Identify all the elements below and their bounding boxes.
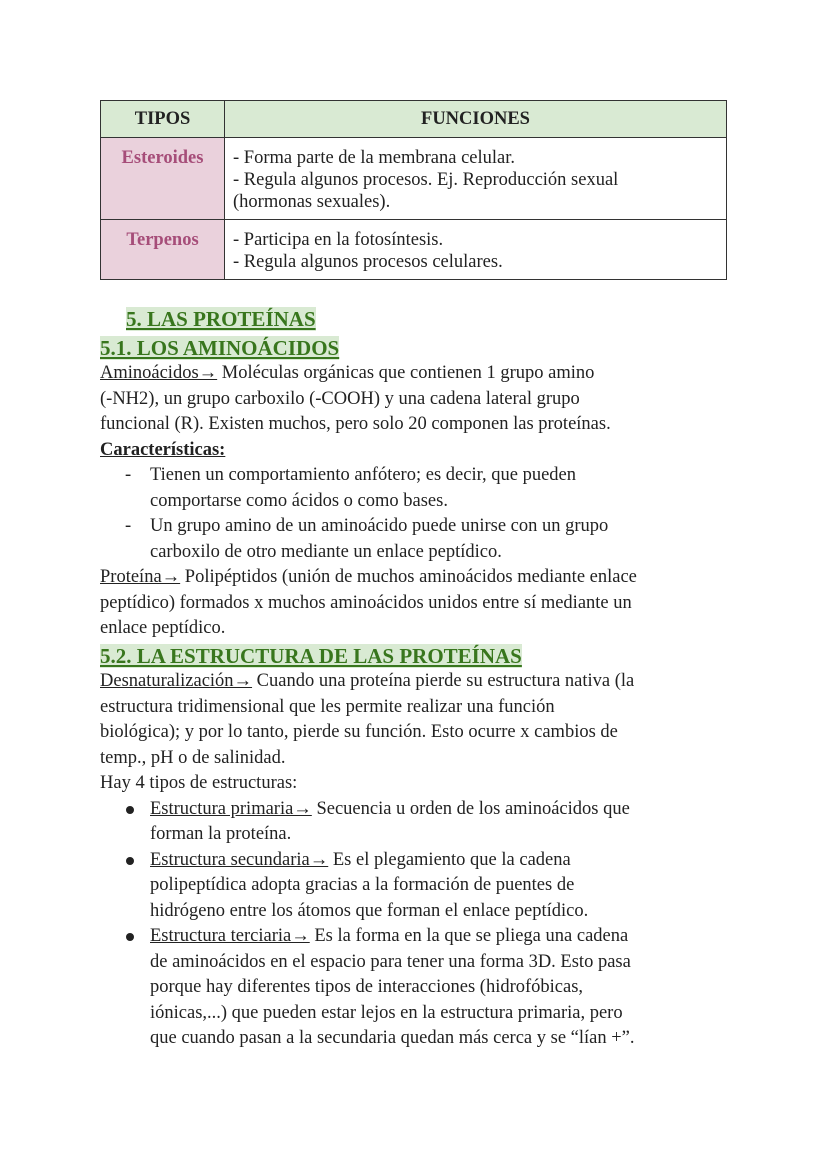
list-item-text: Tienen un comportamiento anfótero; es decir, que pueden	[150, 465, 577, 485]
section-5-title: 5. LAS PROTEÍNAS	[126, 307, 316, 331]
section-5-2	[100, 643, 740, 1052]
list-item	[100, 848, 740, 925]
list-item-text: Es la forma en la que se pliega una cadena	[309, 926, 629, 946]
tipos-intro: Hay 4 tipos de estructuras:	[100, 773, 298, 793]
list-item-text: que cuando pasan a la secundaria quedan más cerca y se “lían +”.	[150, 1028, 635, 1048]
section-5-1-title: 5.1. LOS AMINOÁCIDOS	[100, 336, 340, 360]
definition-text: temp., pH o de salinidad.	[100, 747, 286, 768]
list-item-text: comportarse como ácidos o como bases.	[150, 490, 448, 511]
list-item-text: Es el plegamiento que la cadena	[328, 849, 571, 870]
table-row	[101, 220, 727, 280]
definition-text: Polipéptidos (unión de muchos aminoácidos mediante enlace	[180, 567, 637, 587]
list-item	[100, 797, 740, 848]
desnaturalizacion-definition	[100, 669, 740, 695]
row-type-esteroides: Esteroides	[101, 138, 225, 220]
definition-text: funcional (R). Existen muchos, pero solo 20 componen las proteínas.	[100, 414, 611, 434]
desnaturalizacion-term: Desnaturalización→	[100, 671, 253, 691]
definition-text: peptídico) formados x muchos aminoácidos unidos entre sí mediante un	[100, 592, 632, 613]
list-item-text: Un grupo amino de un aminoácido puede unirse con un grupo	[150, 516, 609, 536]
header-tipos: TIPOS	[101, 101, 225, 138]
function-line: - Participa en la fotosíntesis.	[233, 230, 444, 250]
list-item	[100, 514, 740, 565]
bullet-icon	[126, 806, 134, 814]
caracteristicas-list	[100, 463, 740, 565]
estructura-term: Estructura primaria→	[150, 798, 312, 819]
bullet-icon	[126, 857, 134, 865]
row-functions	[225, 138, 727, 220]
list-item-text: polipeptídica adopta gracias a la formación de puentes de	[150, 875, 575, 895]
definition-text: (-NH2), un grupo carboxilo (-COOH) y una cadena lateral grupo	[100, 388, 580, 409]
list-item-text: forman la proteína.	[150, 824, 292, 844]
definition-text: estructura tridimensional que les permite realizar una función	[100, 696, 555, 717]
list-item-text: carboxilo de otro mediante un enlace peptídico.	[150, 541, 502, 562]
list-item-text: de aminoácidos en el espacio para tener una forma 3D. Esto pasa	[150, 951, 631, 972]
section-5-1	[100, 335, 740, 642]
list-item	[100, 463, 740, 514]
section-5-heading	[126, 306, 766, 332]
function-line: (hormonas sexuales).	[233, 192, 391, 212]
aminoacidos-definition	[100, 361, 740, 387]
function-line: - Forma parte de la membrana celular.	[233, 148, 515, 168]
caracteristicas-label: Características:	[100, 439, 226, 460]
estructuras-list	[100, 797, 740, 1052]
section-5-2-title: 5.2. LA ESTRUCTURA DE LAS PROTEÍNAS	[100, 644, 522, 668]
row-type-terpenos: Terpenos	[101, 220, 225, 280]
list-item-text: iónicas,...) que pueden estar lejos en la estructura primaria, pero	[150, 1002, 623, 1023]
function-line: - Regula algunos procesos. Ej. Reproducción sexual	[233, 170, 619, 190]
header-funciones: FUNCIONES	[225, 101, 727, 138]
estructura-term: Estructura secundaria→	[150, 849, 329, 870]
definition-text: Moléculas orgánicas que contienen 1 grupo amino	[217, 363, 595, 383]
lipid-types-table	[100, 100, 727, 280]
definition-text: enlace peptídico.	[100, 618, 226, 638]
row-functions	[225, 220, 727, 280]
list-item-text: hidrógeno entre los átomos que forman el enlace peptídico.	[150, 900, 589, 921]
list-item-text: porque hay diferentes tipos de interacciones (hidrofóbicas,	[150, 977, 584, 997]
definition-text: biológica); y por lo tanto, pierde su función. Esto ocurre x cambios de	[100, 722, 618, 742]
definition-text: Cuando una proteína pierde su estructura nativa (la	[252, 671, 635, 691]
table-row	[101, 138, 727, 220]
proteina-term: Proteína→	[100, 567, 181, 587]
list-item-text: Secuencia u orden de los aminoácidos que	[311, 798, 630, 819]
dash-marker: -	[125, 516, 132, 536]
dash-marker: -	[125, 465, 132, 485]
function-line: - Regula algunos procesos celulares.	[233, 252, 503, 272]
bullet-icon	[126, 933, 134, 941]
aminoacidos-term: Aminoácidos→	[100, 363, 218, 383]
table-header-row	[101, 101, 727, 138]
estructura-term: Estructura terciaria→	[150, 926, 310, 946]
proteina-definition	[100, 565, 740, 591]
list-item	[100, 924, 740, 1052]
